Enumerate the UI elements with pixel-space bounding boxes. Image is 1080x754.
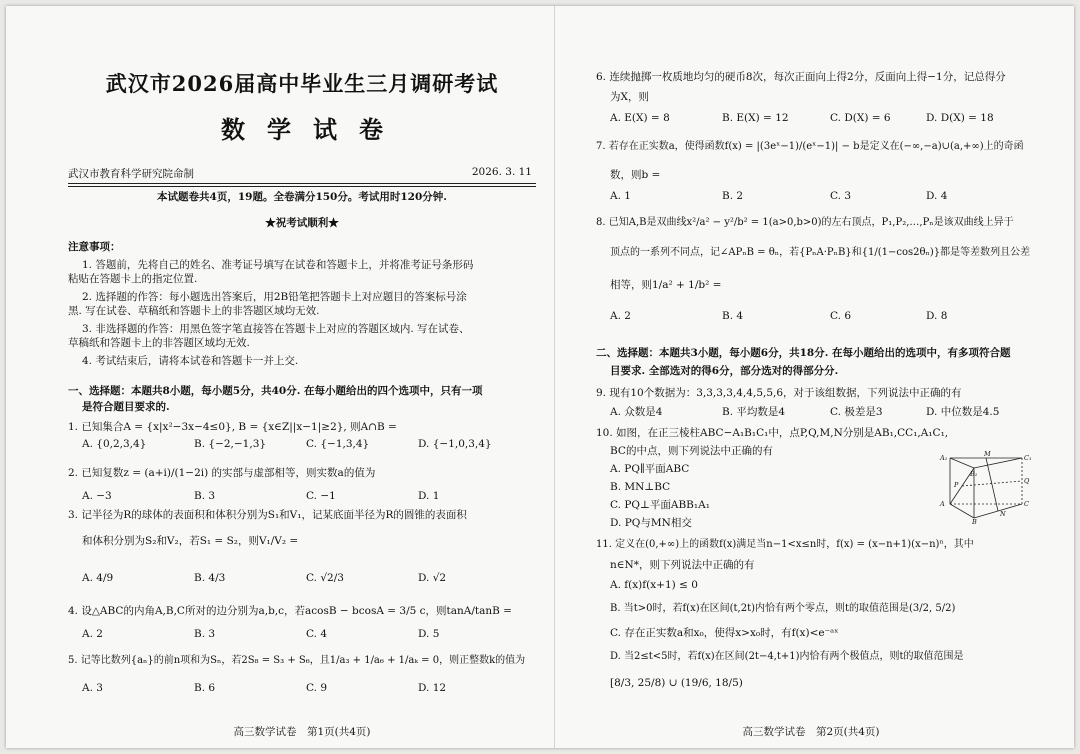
note-line: 草稿纸和答题卡上的非答题区域均无效. bbox=[68, 337, 250, 349]
label-B: B bbox=[972, 518, 977, 526]
label-M: M bbox=[984, 450, 991, 458]
question-8-cont: 顶点的一系列不同点，记∠APₙB = θₙ，若{PₙA·PₙB}和{1/(1−cos2θₙ)}都是等差数列且公差 bbox=[610, 247, 1031, 258]
option: B. E(X) = 12 bbox=[722, 112, 789, 124]
question-7: 7. 若存在正实数a，使得函数f(x) = |(3eˣ−1)/(eˣ−1)| − b是定义在(−∞,−a)∪(a,+∞)上的奇函 bbox=[596, 141, 1024, 152]
option: C. D(X) = 6 bbox=[830, 112, 891, 124]
option: D. 12 bbox=[418, 682, 447, 694]
option: B. 3 bbox=[194, 490, 216, 502]
label-C1: C₁ bbox=[1024, 454, 1032, 462]
q11-option: B. 当t>0时，若f(x)在区间(t,2t)内恰有两个零点，则t的取值范围是(3/2, 5/2) bbox=[610, 603, 956, 614]
page-fold-line bbox=[554, 6, 555, 748]
subject-title: 数学试卷 bbox=[221, 115, 405, 144]
option: A. 4/9 bbox=[82, 572, 114, 584]
option: A. 众数是4 bbox=[610, 406, 663, 418]
note-line: 3. 非选择题的作答：用黑色签字笔直接答在答题卡上对应的答题区域内. 写在试卷、 bbox=[82, 323, 470, 335]
q11-option: C. 存在正实数a和x₀，使得x>x₀时，有f(x)<e⁻ᵃˣ bbox=[610, 627, 839, 639]
option: D. {−1,0,3,4} bbox=[418, 438, 492, 450]
option: B. 3 bbox=[194, 628, 216, 640]
option: C. 6 bbox=[830, 310, 852, 322]
label-P: P bbox=[954, 481, 959, 489]
label-B1: B₁ bbox=[970, 470, 978, 478]
note-line: 2. 选择题的作答：每小题选出答案后，用2B铅笔把答题卡上对应题目的答案标号涂 bbox=[82, 291, 467, 303]
edge bbox=[974, 458, 1022, 468]
option: C. −1 bbox=[306, 490, 336, 502]
edge bbox=[950, 504, 974, 518]
edge bbox=[986, 458, 998, 511]
question-8: 8. 已知A,B是双曲线x²/a² − y²/b² = 1(a>0,b>0)的左右顶点，P₁,P₂,…,Pₙ是该双曲线上异于 bbox=[596, 217, 1014, 228]
option: A. 1 bbox=[610, 190, 631, 202]
note-line: 4. 考试结束后，请将本试卷和答题卡一并上交. bbox=[82, 355, 299, 367]
option: D. 8 bbox=[926, 310, 948, 322]
question-10-cont: BC的中点，则下列说法中正确的有 bbox=[610, 445, 773, 457]
option: D. 5 bbox=[418, 628, 440, 640]
page-footer: 高三数学试卷 第1页(共4页) bbox=[233, 726, 371, 738]
q10-option: C. PQ⊥平面ABB₁A₁ bbox=[610, 499, 710, 511]
question-10: 10. 如图，在正三棱柱ABC−A₁B₁C₁中，点P,Q,M,N分别是AB₁,CC₁,A₁C₁, bbox=[596, 427, 949, 439]
label-N: N bbox=[1000, 510, 1006, 518]
option: C. {−1,3,4} bbox=[306, 438, 370, 450]
question-4: 4. 设△ABC的内角A,B,C所对的边分别为a,b,c，若acosB − bcosA = 3/5 c，则tanA/tanB = bbox=[68, 605, 512, 617]
option: A. −3 bbox=[82, 490, 112, 502]
exam-title: 武汉市2026届高中毕业生三月调研考试 bbox=[105, 71, 499, 96]
option: A. 2 bbox=[610, 310, 631, 322]
note-line: 1. 答题前，先将自己的姓名、准考证号填写在试卷和答题卡上，并将准考证号条形码 bbox=[82, 259, 474, 271]
option: D. √2 bbox=[418, 572, 447, 584]
option: C. 3 bbox=[830, 190, 852, 202]
option: D. D(X) = 18 bbox=[926, 112, 994, 124]
q10-option: B. MN⊥BC bbox=[610, 481, 671, 493]
option: B. {−2,−1,3} bbox=[194, 438, 267, 450]
option: B. 2 bbox=[722, 190, 744, 202]
q10-option: A. PQ∥平面ABC bbox=[610, 463, 690, 475]
label-A: A bbox=[940, 500, 945, 508]
option: C. 4 bbox=[306, 628, 328, 640]
section-1-heading-cont: 是符合题目要求的. bbox=[82, 401, 170, 413]
q11-option: D. 当2≤t<5时，若f(x)在区间(2t−4,t+1)内恰有两个极值点，则t的取值范围是 bbox=[610, 651, 964, 662]
option: A. 3 bbox=[82, 682, 103, 694]
question-9: 9. 现有10个数据为：3,3,3,3,4,4,5,5,6，对于该组数据，下列说法中正确的有 bbox=[596, 387, 962, 399]
option: C. 9 bbox=[306, 682, 328, 694]
option: B. 4/3 bbox=[194, 572, 226, 584]
exam-date: 2026. 3. 11 bbox=[471, 166, 532, 178]
wish: ★祝考试顺利★ bbox=[265, 217, 339, 229]
question-5: 5. 记等比数列{aₙ}的前n项和为Sₙ，若2S₈ = S₃ + S₆，且1/a₃ + 1/a₆ + 1/aₖ = 0，则正整数k的值为 bbox=[68, 655, 526, 666]
prism-figure bbox=[938, 452, 1030, 524]
edge bbox=[950, 458, 974, 468]
notes-heading: 注意事项： bbox=[68, 241, 121, 253]
question-3-cont: 和体积分别为S₂和V₂，若S₁ = S₂，则V₁/V₂ = bbox=[82, 535, 299, 547]
header-rule bbox=[68, 183, 536, 184]
option: B. 4 bbox=[722, 310, 744, 322]
question-2: 2. 已知复数z = (a+i)/(1−2i) 的实部与虚部相等，则实数a的值为 bbox=[68, 467, 376, 479]
option: B. 6 bbox=[194, 682, 216, 694]
option: A. E(X) = 8 bbox=[610, 112, 670, 124]
question-11-cont: n∈N*，则下列说法中正确的有 bbox=[610, 559, 755, 571]
option: D. 4 bbox=[926, 190, 948, 202]
label-A1: A₁ bbox=[940, 454, 948, 462]
q10-option: D. PQ与MN相交 bbox=[610, 517, 692, 529]
option: A. {0,2,3,4} bbox=[82, 438, 147, 450]
option: D. 中位数是4.5 bbox=[926, 406, 1000, 418]
exam-sheet bbox=[6, 6, 1074, 748]
page-2 bbox=[596, 6, 1032, 748]
option: A. 2 bbox=[82, 628, 103, 640]
page-footer: 高三数学试卷 第2页(共4页) bbox=[742, 726, 880, 738]
option: C. 极差是3 bbox=[830, 406, 883, 418]
option: D. 1 bbox=[418, 490, 440, 502]
question-8-cont-2: 相等，则1/a² + 1/b² = bbox=[610, 279, 722, 291]
label-Q: Q bbox=[1024, 477, 1030, 485]
question-7-cont: 数，则b = bbox=[610, 169, 661, 181]
page-1 bbox=[68, 6, 536, 748]
question-3: 3. 记半径为R的球体的表面积和体积分别为S₁和V₁，记某底面半径为R的圆锥的表面积 bbox=[68, 509, 467, 521]
section-2-heading-cont: 目要求. 全部选对的得6分，部分选对的得部分分. bbox=[610, 365, 839, 377]
label-C: C bbox=[1024, 500, 1029, 508]
question-6-cont: 为X，则 bbox=[610, 91, 649, 103]
section-1-heading: 一、选择题：本题共8小题，每小题5分，共40分. 在每小题给出的四个选项中，只有一项 bbox=[68, 385, 483, 397]
intro: 本试题卷共4页，19题。全卷满分150分。考试用时120分钟. bbox=[157, 191, 447, 203]
q11-option-cont: [8/3, 25/8) ∪ (19/6, 18/5) bbox=[610, 677, 743, 689]
question-1: 1. 已知集合A = {x|x²−3x−4≤0}, B = {x∈Z||x−1|≥2}, 则A∩B = bbox=[68, 421, 397, 433]
note-line: 黑. 写在试卷、草稿纸和答题卡上的非答题区域均无效. bbox=[68, 305, 320, 317]
note-line: 粘贴在答题卡上的指定位置. bbox=[68, 273, 198, 285]
option: B. 平均数是4 bbox=[722, 406, 786, 418]
header-rule-2 bbox=[68, 186, 536, 187]
publisher: 武汉市教育科学研究院命制 bbox=[68, 168, 194, 180]
option: C. √2/3 bbox=[306, 572, 344, 584]
section-2-heading: 二、选择题：本题共3小题，每小题6分，共18分. 在每小题给出的选项中，有多项符合题 bbox=[596, 347, 1011, 359]
question-11: 11. 定义在(0,+∞)上的函数f(x)满足当n−1<x≤n时，f(x) = (x−n+1)(x−n)ⁿ，其中 bbox=[596, 539, 974, 550]
question-6: 6. 连续抛掷一枚质地均匀的硬币8次，每次正面向上得2分，反面向上得−1分，记总得分 bbox=[596, 71, 1006, 83]
publisher-line bbox=[68, 166, 536, 181]
q11-option: A. f(x)f(x+1) ≤ 0 bbox=[610, 579, 698, 591]
